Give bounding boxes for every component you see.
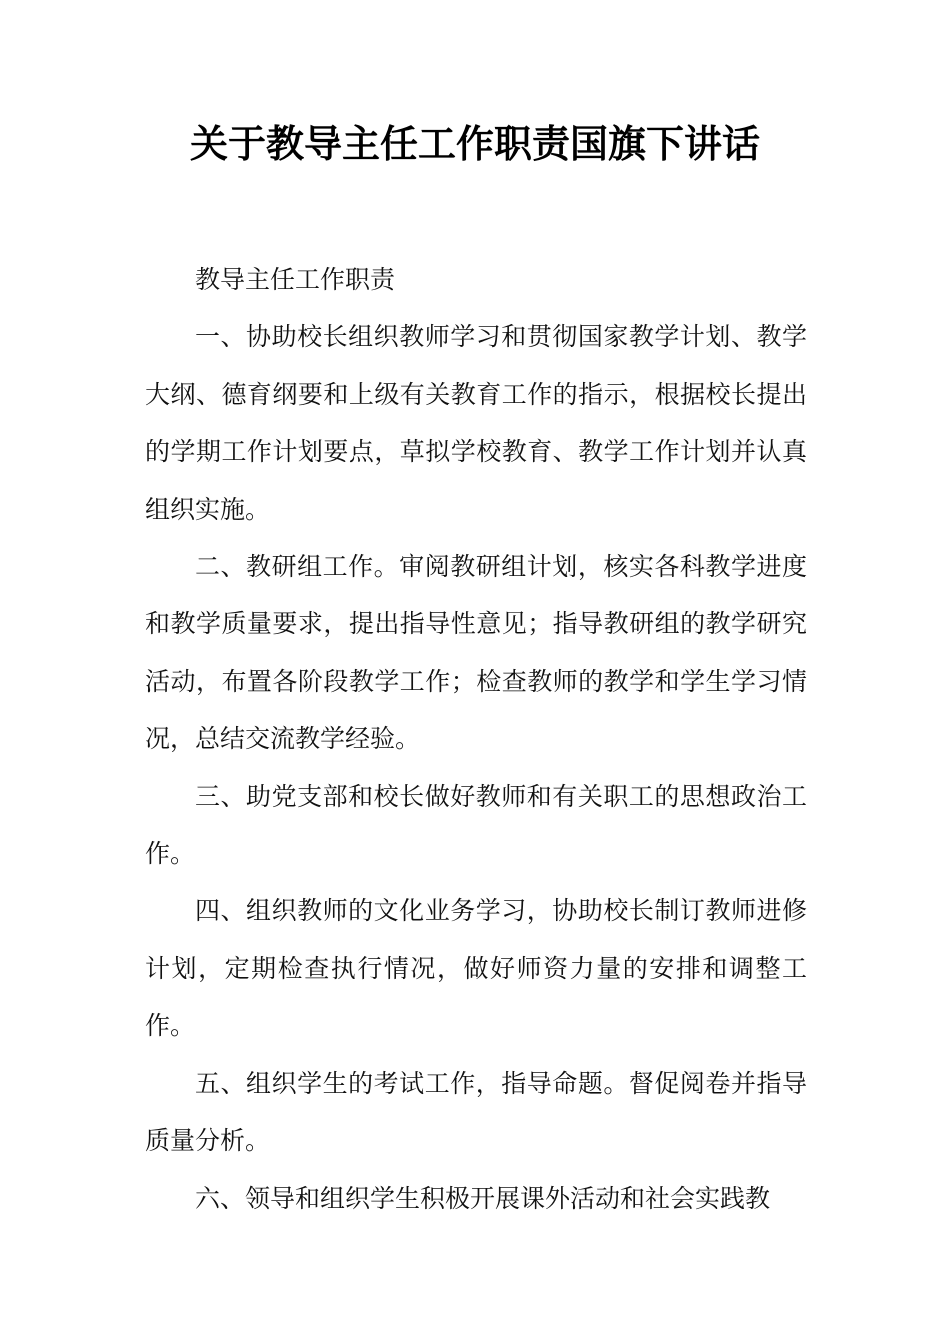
- paragraph-2: 二、教研组工作。审阅教研组计划，核实各科教学进度和教学质量要求，提出指导性意见；指导教研组的教学研究活动，布置各阶段教学工作；检查教师的教学和学生学习情况，总结交流教学经验。: [145, 552, 807, 754]
- paragraph-1: 一、协助校长组织教师学习和贯彻国家教学计划、教学大纲、德育纲要和上级有关教育工作的指示，根据校长提出的学期工作计划要点，草拟学校教育、教学工作计划并认真组织实施。: [145, 322, 807, 524]
- paragraph-3: 三、助党支部和校长做好教师和有关职工的思想政治工作。: [145, 781, 807, 869]
- paragraph-4: 四、组织教师的文化业务学习，协助校长制订教师进修计划，定期检查执行情况，做好师资力量的安排和调整工作。: [145, 896, 807, 1041]
- section-heading: 教导主任工作职责: [195, 265, 396, 294]
- document-body: [145, 251, 807, 1227]
- paragraph-6: 六、领导和组织学生积极开展课外活动和社会实践教: [195, 1183, 771, 1213]
- document-title: 关于教导主任工作职责国旗下讲话: [189, 121, 760, 166]
- paragraph-5: 五、组织学生的考试工作，指导命题。督促阅卷并指导质量分析。: [145, 1068, 807, 1156]
